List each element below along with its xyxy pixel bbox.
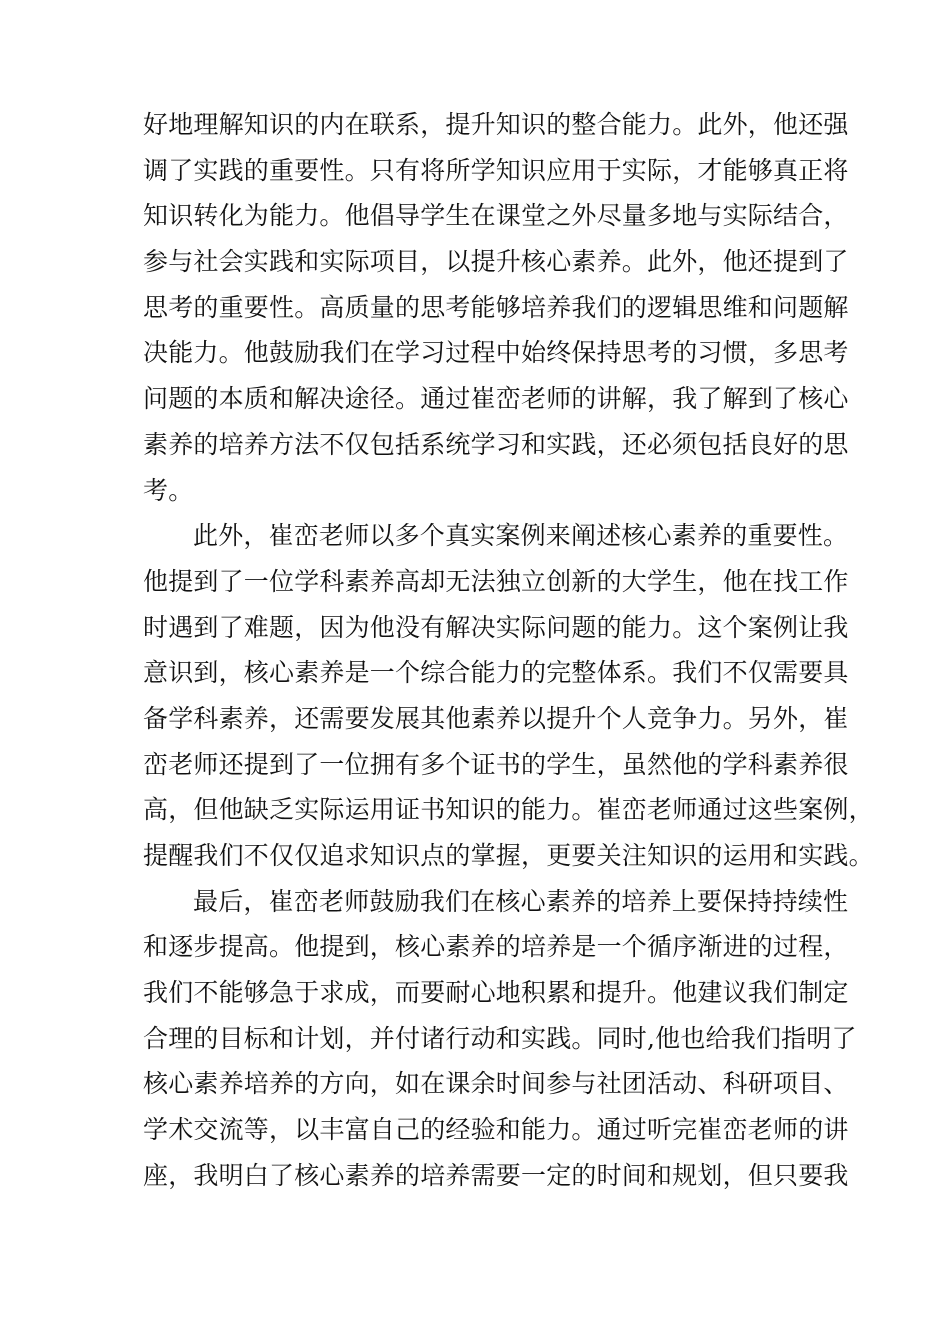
text-line-first: 此外，崔峦老师以多个真实案例来阐述核心素养的重要性。 — [193, 521, 849, 551]
text-line: 核心素养培养的方向，如在课余时间参与社团活动、科研项目、 — [143, 1069, 849, 1099]
text-line: 高，但他缺乏实际运用证书知识的能力。崔峦老师通过这些案例， — [143, 795, 874, 825]
paragraph-3 — [143, 879, 857, 1199]
text-line: 参与社会实践和实际项目，以提升核心素养。此外，他还提到了 — [143, 247, 849, 277]
text-line: 问题的本质和解决途径。通过崔峦老师的讲解，我了解到了核心 — [143, 384, 849, 414]
text-line: 备学科素养，还需要发展其他素养以提升个人竞争力。另外，崔 — [143, 703, 849, 733]
text-line: 好地理解知识的内在联系，提升知识的整合能力。此外，他还强 — [143, 110, 849, 139]
text-line: 和逐步提高。他提到，核心素养的培养是一个循序渐进的过程， — [143, 932, 849, 962]
text-line: 考。 — [143, 475, 194, 505]
text-line: 我们不能够急于求成，而要耐心地积累和提升。他建议我们制定 — [143, 978, 849, 1008]
document-page — [143, 102, 874, 1199]
text-line: 合理的目标和计划，并付诸行动和实践。同时,他也给我们指明了 — [143, 1023, 857, 1053]
text-line: 学术交流等，以丰富自己的经验和能力。通过听完崔峦老师的讲 — [143, 1115, 849, 1145]
text-line: 素养的培养方法不仅包括系统学习和实践，还必须包括良好的思 — [143, 429, 849, 459]
text-line: 时遇到了难题，因为他没有解决实际问题的能力。这个案例让我 — [143, 612, 849, 642]
text-line: 他提到了一位学科素养高却无法独立创新的大学生，他在找工作 — [143, 566, 849, 596]
text-line: 意识到，核心素养是一个综合能力的完整体系。我们不仅需要具 — [143, 658, 849, 688]
paragraph-1 — [143, 102, 849, 513]
text-line: 提醒我们不仅仅追求知识点的掌握，更要关注知识的运用和实践。 — [143, 841, 874, 870]
text-line: 决能力。他鼓励我们在学习过程中始终保持思考的习惯，多思考 — [143, 338, 849, 368]
text-line-first: 最后，崔峦老师鼓励我们在核心素养的培养上要保持持续性 — [193, 886, 849, 916]
text-line: 知识转化为能力。他倡导学生在课堂之外尽量多地与实际结合， — [143, 201, 849, 231]
text-line: 调了实践的重要性。只有将所学知识应用于实际，才能够真正将 — [143, 155, 849, 185]
text-line: 思考的重要性。高质量的思考能够培养我们的逻辑思维和问题解 — [143, 292, 849, 322]
text-line: 峦老师还提到了一位拥有多个证书的学生，虽然他的学科素养很 — [143, 749, 849, 779]
paragraph-2 — [143, 513, 874, 879]
text-line: 座，我明白了核心素养的培养需要一定的时间和规划，但只要我 — [143, 1160, 849, 1190]
